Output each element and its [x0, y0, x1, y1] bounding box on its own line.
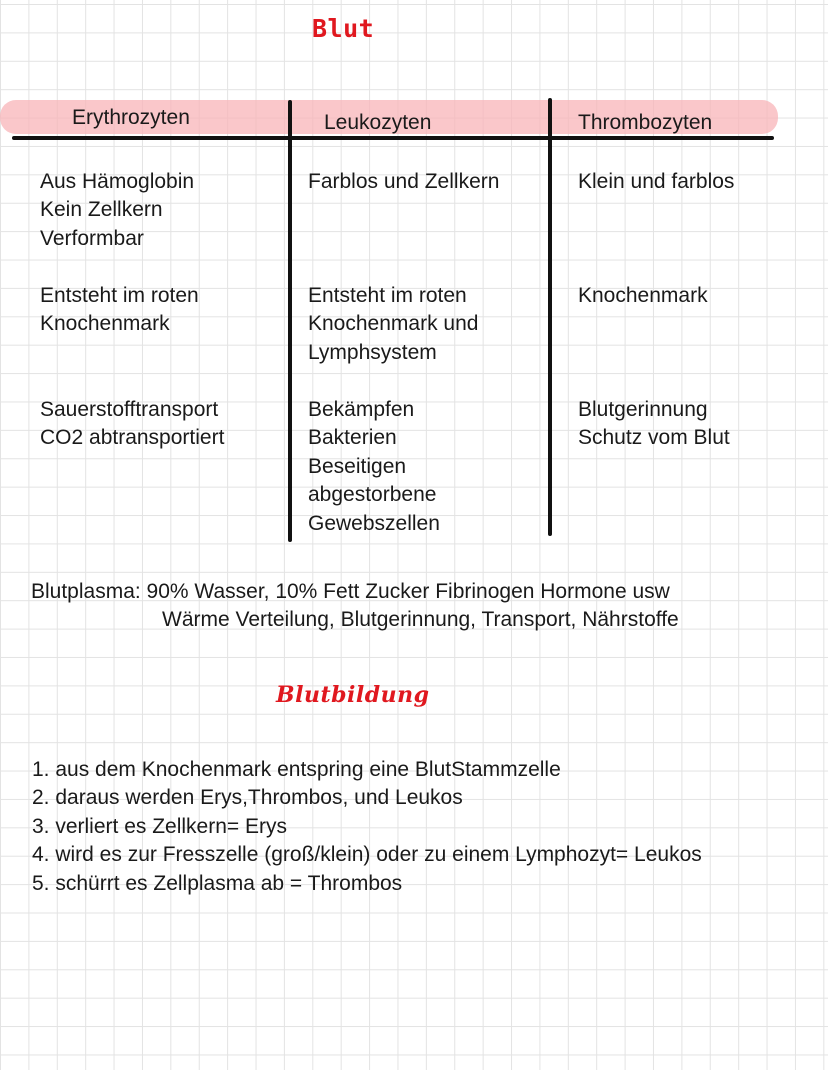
- steps-list: [32, 756, 702, 898]
- cell-line: CO2 abtransportiert: [40, 426, 225, 450]
- list-item: 2. daraus werden Erys,Thrombos, und Leukos: [32, 786, 463, 810]
- cell-ery-function: [40, 396, 224, 453]
- list-item: 5. schürrt es Zellplasma ab = Thrombos: [32, 871, 403, 895]
- column-divider-1: [288, 100, 292, 542]
- cell-line: Bakterien: [308, 426, 397, 450]
- cell-line: Knochenmark und: [308, 312, 479, 336]
- cell-thrombo-description: [578, 168, 734, 196]
- cell-line: Verformbar: [40, 226, 144, 250]
- cell-line: Farblos und Zellkern: [308, 170, 500, 193]
- cell-line: Beseitigen: [308, 454, 407, 478]
- cell-line: Blutgerinnung: [578, 398, 708, 421]
- list-item: 3. verliert es Zellkern= Erys: [32, 814, 287, 838]
- list-item: 1. aus dem Knochenmark entspring eine BlutStammzelle: [32, 758, 561, 781]
- plasma-line-2: Wärme Verteilung, Blutgerinnung, Transport, Nährstoffe: [162, 608, 679, 631]
- cell-line: Knochenmark: [40, 312, 170, 336]
- cell-line: Schutz vom Blut: [578, 426, 730, 450]
- cell-line: Entsteht im roten: [40, 284, 199, 307]
- cell-line: Klein und farblos: [578, 170, 735, 193]
- list-item: 4. wird es zur Fresszelle (groß/klein) oder zu einem Lymphozyt= Leukos: [32, 843, 702, 867]
- cell-leuko-origin: [308, 282, 478, 367]
- cell-line: Kein Zellkern: [40, 198, 163, 222]
- cell-ery-description: [40, 168, 194, 253]
- cell-line: abgestorbene: [308, 483, 437, 507]
- cell-line: Lymphsystem: [308, 340, 437, 364]
- cell-leuko-description: [308, 168, 499, 196]
- cell-line: Entsteht im roten: [308, 284, 467, 307]
- header-thrombozyten: Thrombozyten: [578, 111, 713, 134]
- cell-thrombo-origin: [578, 282, 708, 310]
- page-title: Blut: [312, 14, 375, 43]
- cell-line: Gewebszellen: [308, 511, 440, 535]
- cell-line: Bekämpfen: [308, 398, 415, 421]
- cell-line: Sauerstofftransport: [40, 398, 219, 421]
- cell-line: Aus Hämoglobin: [40, 170, 195, 193]
- header-erythrozyten: Erythrozyten: [72, 106, 190, 129]
- section-subtitle: Blutbildung: [276, 682, 430, 708]
- cell-line: Knochenmark: [578, 284, 708, 307]
- cell-ery-origin: [40, 282, 199, 339]
- header-leukozyten: Leukozyten: [324, 111, 432, 134]
- cell-leuko-function: [308, 396, 440, 538]
- cell-thrombo-function: [578, 396, 730, 453]
- table-header-divider: [12, 136, 774, 140]
- column-divider-2: [548, 98, 552, 536]
- plasma-line-1: Blutplasma: 90% Wasser, 10% Fett Zucker Fibrinogen Hormone usw: [31, 580, 670, 603]
